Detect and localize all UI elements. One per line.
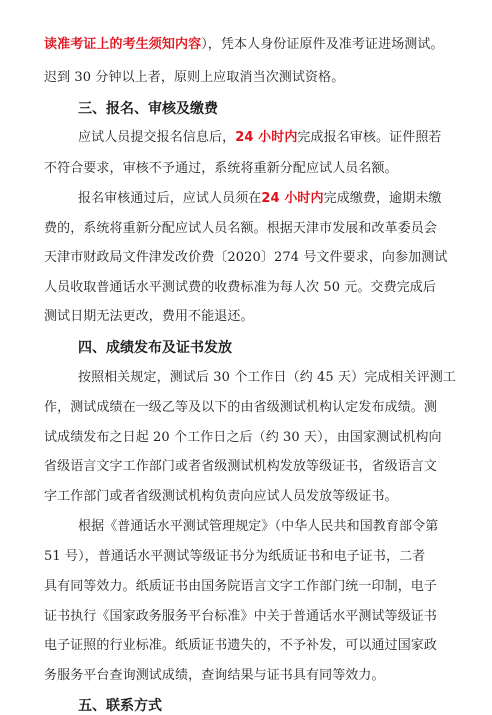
section-4-p2-line-2: 51 号），普通话水平测试等级证书分为纸质证书和电子证书，二者	[44, 549, 426, 564]
section-4-heading: 四、成绩发布及证书发放	[78, 340, 232, 356]
section-3-p2-line-5: 测试日期无法更改，费用不能退还。	[44, 309, 254, 324]
section-3-p2-after: 完成缴费，逾期未缴	[323, 191, 442, 206]
section-3-p2-line-3: 天津市财政局文件津发改价费〔2020〕274 号文件要求，向参加测试	[44, 250, 448, 265]
section-3-p2-line-1	[78, 190, 442, 208]
intro-line-1	[44, 36, 444, 54]
section-4-p1-line-4: 省级语言文字工作部门或者省级测试机构发放等级证书，省级语言文	[44, 459, 438, 474]
section-4-p2-line-4: 证书执行《国家政务服务平台标准》中关于普通话水平测试等级证书	[44, 609, 438, 624]
section-5-heading: 五、联系方式	[78, 698, 162, 714]
exam-notice-highlight: 读准考证上的考生须知内容	[44, 37, 202, 52]
section-4-p1-line-2: 作，测试成绩在一级乙等及以下的由省级测试机构认定发布成绩。测	[44, 400, 438, 415]
section-4-p2-line-6: 务服务平台查询测试成绩，查询结果与证书具有同等效力。	[44, 668, 385, 683]
section-4-p2-line-1: 根据《普通话水平测试管理规定》（中华人民共和国教育部令第	[78, 519, 439, 534]
section-4-p1-line-3: 试成绩发布之日起 20 个工作日之后（约 30 天），由国家测试机构向	[44, 430, 442, 445]
section-4-p1-line-1: 按照相关规定，测试后 30 个工作日（约 45 天）完成相关评测工	[78, 370, 456, 385]
section-3-p1-line-2: 不符合要求，审核不予通过，系统将重新分配应试人员名额。	[44, 161, 398, 176]
section-3-p2-line-2: 费的，系统将重新分配应试人员名额。根据天津市发展和改革委员会	[44, 221, 438, 236]
payment-deadline-highlight: 24 小时内	[261, 191, 324, 206]
intro-line-1-rest: ），凭本人身份证原件及准考证进场测试。	[201, 37, 444, 52]
section-3-heading: 三、报名、审核及缴费	[78, 101, 218, 117]
intro-line-2: 迟到 30 分钟以上者，原则上应取消当次测试资格。	[44, 70, 345, 85]
section-3-p2-line-4: 人员收取普通话水平测试费的收费标准为每人次 50 元。交费完成后	[44, 280, 437, 295]
section-3-p1-line-1	[78, 129, 442, 147]
section-4-p2-line-3: 具有同等效力。纸质证书由国务院语言文字工作部门统一印制，电子	[44, 579, 438, 594]
section-3-p1-before: 应试人员提交报名信息后，	[78, 130, 236, 145]
review-deadline-highlight: 24 小时内	[235, 130, 298, 145]
section-3-p2-before: 报名审核通过后，应试人员须在	[78, 191, 262, 206]
section-4-p1-line-5: 字工作部门或者省级测试机构负责向应试人员发放等级证书。	[44, 489, 398, 504]
section-3-p1-after: 完成报名审核。证件照若	[297, 130, 442, 145]
section-4-p2-line-5: 电子证照的行业标准。纸质证书遗失的，不予补发，可以通过国家政	[44, 638, 438, 653]
